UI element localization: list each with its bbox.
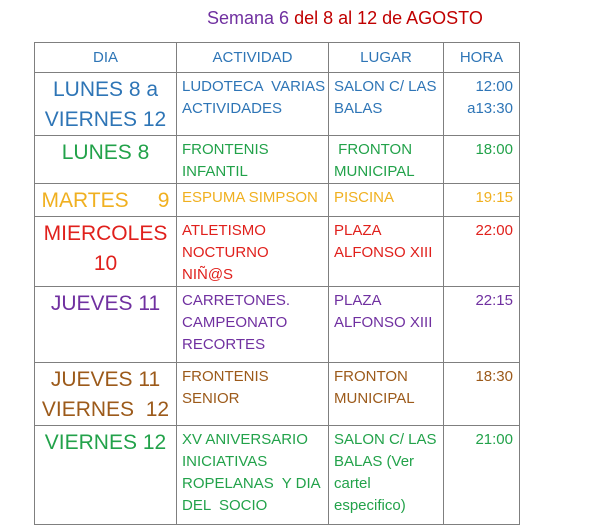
- actividad-cell: [177, 217, 329, 287]
- actividad-text: FRONTENIS: [182, 368, 269, 385]
- hora-text: 18:30: [475, 368, 513, 385]
- lugar-text: PLAZA: [334, 292, 382, 309]
- table-row: [35, 184, 520, 217]
- actividad-text: ROPELANAS Y DIA: [182, 475, 321, 492]
- lugar-cell: [329, 217, 444, 287]
- table-row: [35, 73, 520, 136]
- lugar-text: FRONTON: [334, 141, 413, 158]
- actividad-cell: [177, 73, 329, 136]
- dia-text: LUNES 8: [61, 141, 150, 164]
- actividad-text: CARRETONES.: [182, 292, 291, 309]
- header-dia: DIA: [35, 43, 177, 73]
- actividad-text: LUDOTECA VARIAS: [182, 78, 326, 95]
- actividad-text: INICIATIVAS: [182, 453, 268, 470]
- dia-cell: [35, 136, 177, 184]
- header-hora: HORA: [444, 43, 520, 73]
- dia-text: VIERNES 12: [44, 431, 167, 454]
- title-dates: del 8 al 12 de AGOSTO: [289, 8, 483, 28]
- actividad-cell: [177, 184, 329, 217]
- actividad-text: ESPUMA SIMPSON: [182, 189, 318, 206]
- dia-text: LUNES 8 a: [52, 78, 159, 101]
- actividad-text: DEL SOCIO: [182, 497, 268, 514]
- hora-cell: [444, 426, 520, 525]
- lugar-text: ALFONSO XIII: [334, 244, 433, 261]
- table-row: [35, 426, 520, 525]
- lugar-text: PISCINA: [334, 189, 395, 206]
- actividad-cell: [177, 426, 329, 525]
- lugar-cell: [329, 426, 444, 525]
- lugar-text: SALON C/ LAS: [334, 431, 437, 448]
- actividad-cell: [177, 363, 329, 426]
- actividad-text: NIÑ@S: [182, 266, 234, 283]
- lugar-text: SALON C/ LAS: [334, 78, 437, 95]
- hora-cell: [444, 184, 520, 217]
- lugar-text: FRONTON: [334, 368, 408, 385]
- actividad-text: XV ANIVERSARIO: [182, 431, 308, 448]
- lugar-text: BALAS: [334, 100, 383, 117]
- lugar-cell: [329, 287, 444, 363]
- dia-cell: [35, 426, 177, 525]
- table-row: [35, 217, 520, 287]
- hora-text: 22:00: [475, 222, 513, 239]
- header-actividad: ACTIVIDAD: [177, 43, 329, 73]
- actividad-text: ATLETISMO: [182, 222, 266, 239]
- lugar-text: BALAS (Ver: [334, 453, 415, 470]
- lugar-text: PLAZA: [334, 222, 382, 239]
- header-row: [35, 43, 520, 73]
- dia-cell: [35, 287, 177, 363]
- actividad-text: FRONTENIS: [182, 141, 269, 158]
- hora-cell: [444, 136, 520, 184]
- table-row: [35, 287, 520, 363]
- actividad-cell: [177, 287, 329, 363]
- dia-text: VIERNES 12: [41, 398, 170, 421]
- hora-cell: [444, 363, 520, 426]
- schedule-rows: [35, 73, 520, 525]
- title-week: Semana 6: [207, 8, 290, 28]
- actividad-text: ACTIVIDADES: [182, 100, 283, 117]
- lugar-text: MUNICIPAL: [334, 390, 415, 407]
- dia-text: MARTES 9: [41, 189, 170, 212]
- dia-text: MIERCOLES: [43, 222, 168, 245]
- actividad-text: CAMPEONATO: [182, 314, 288, 331]
- lugar-text: especifico): [334, 497, 406, 514]
- actividad-text: INFANTIL: [182, 163, 248, 180]
- lugar-cell: [329, 136, 444, 184]
- schedule-table: [34, 42, 520, 525]
- actividad-text: SENIOR: [182, 390, 240, 407]
- dia-text: JUEVES 11: [50, 368, 161, 391]
- lugar-text: ALFONSO XIII: [334, 314, 433, 331]
- hora-cell: [444, 287, 520, 363]
- dia-cell: [35, 363, 177, 426]
- hora-cell: [444, 217, 520, 287]
- hora-text: 21:00: [475, 431, 513, 448]
- lugar-cell: [329, 363, 444, 426]
- hora-text: a13:30: [467, 100, 513, 117]
- table-row: [35, 136, 520, 184]
- actividad-cell: [177, 136, 329, 184]
- dia-text: JUEVES 11: [50, 292, 161, 315]
- table-row: [35, 363, 520, 426]
- lugar-text: cartel: [334, 475, 371, 492]
- dia-cell: [35, 184, 177, 217]
- hora-text: 22:15: [475, 292, 513, 309]
- actividad-text: RECORTES: [182, 336, 266, 353]
- hora-text: 18:00: [475, 141, 513, 158]
- hora-cell: [444, 73, 520, 136]
- lugar-cell: [329, 184, 444, 217]
- lugar-cell: [329, 73, 444, 136]
- hora-text: 19:15: [475, 189, 513, 206]
- dia-text: 10: [93, 252, 118, 275]
- header-lugar: LUGAR: [329, 43, 444, 73]
- dia-cell: [35, 73, 177, 136]
- hora-text: 12:00: [475, 78, 513, 95]
- actividad-text: NOCTURNO: [182, 244, 269, 261]
- dia-cell: [35, 217, 177, 287]
- page-title: [207, 8, 483, 29]
- dia-text: VIERNES 12: [44, 108, 167, 131]
- lugar-text: MUNICIPAL: [334, 163, 415, 180]
